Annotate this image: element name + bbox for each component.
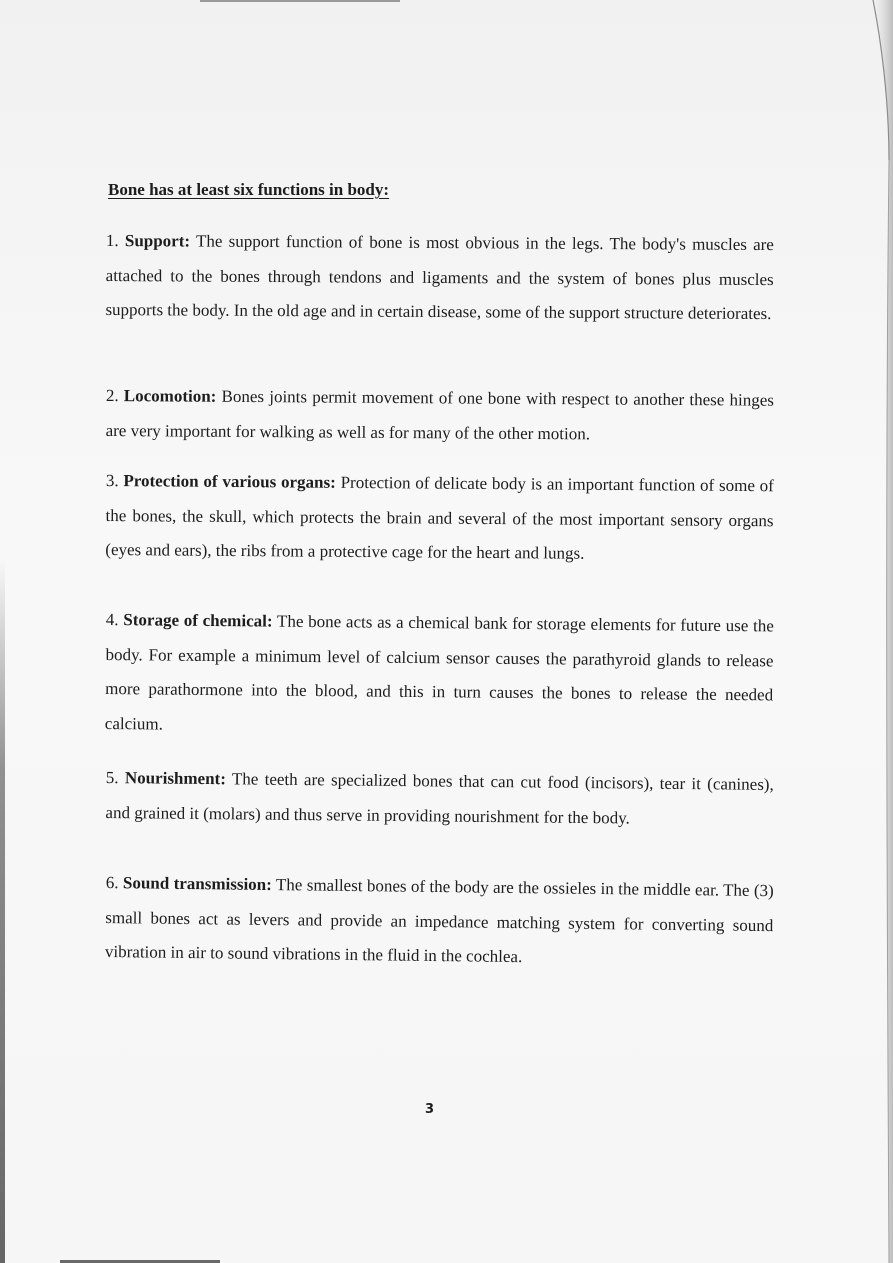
function-item [105, 866, 774, 978]
item-text: Protection of delicate body is an important function of some of the bones, the skull, which protects the brain and several of the most important sensory organs (eyes and ears), the ribs from a protective cage for the heart and lungs. [105, 472, 774, 563]
item-term: Nourishment: [124, 768, 227, 789]
item-text: The smallest bones of the body are the ossieles in the middle ear. The (3) small bones act as levers and provide an impedance matching system for converting sound vibration in air to sound vibrations in the fluid in the cochlea. [104, 875, 774, 967]
item-term: Protection of various organs: [123, 471, 336, 492]
item-term: Support: [124, 231, 191, 251]
item-number: 1. [105, 230, 119, 251]
function-item [105, 761, 774, 837]
page-edge-shadow [0, 560, 5, 1263]
item-number: 3. [105, 470, 119, 491]
item-text: The bone acts as a chemical bank for storage elements for future use the body. For example a minimum level of calcium sensor causes the parathyroid glands to release more parathormone into the blood, and this in turn causes the bones to release the needed calcium. [104, 611, 774, 734]
section-heading: Bone has at least six functions in body: [108, 180, 390, 199]
function-item [105, 603, 774, 747]
item-term: Storage of chemical: [123, 610, 273, 631]
item-text: The support function of bone is most obvious in the legs. The body's muscles are attached to the bones through tendons and ligaments and the system of bones plus muscles supports the body. In the old age and in certain disease, some of the support structure deteriorates. [105, 231, 774, 324]
item-text: Bones joints permit movement of one bone with respect to another these hinges are very important for walking as well as for many of the other motion. [105, 386, 774, 443]
item-number: 5. [105, 767, 119, 788]
item-term: Sound transmission: [122, 873, 272, 895]
item-number: 6. [105, 872, 119, 893]
function-item [105, 224, 774, 332]
page-edge-shadow [200, 0, 400, 2]
page-number: 3 [425, 1102, 435, 1117]
page-curl-shadow [803, 0, 893, 1263]
item-term: Locomotion: [123, 386, 217, 406]
item-number: 4. [105, 609, 119, 630]
function-item [105, 464, 774, 573]
item-number: 2. [105, 385, 119, 406]
item-text: The teeth are specialized bones that can cut food (incisors), tear it (canines), and grained it (molars) and thus serve in providing nourishment for the body. [105, 769, 774, 827]
function-item [106, 379, 774, 453]
